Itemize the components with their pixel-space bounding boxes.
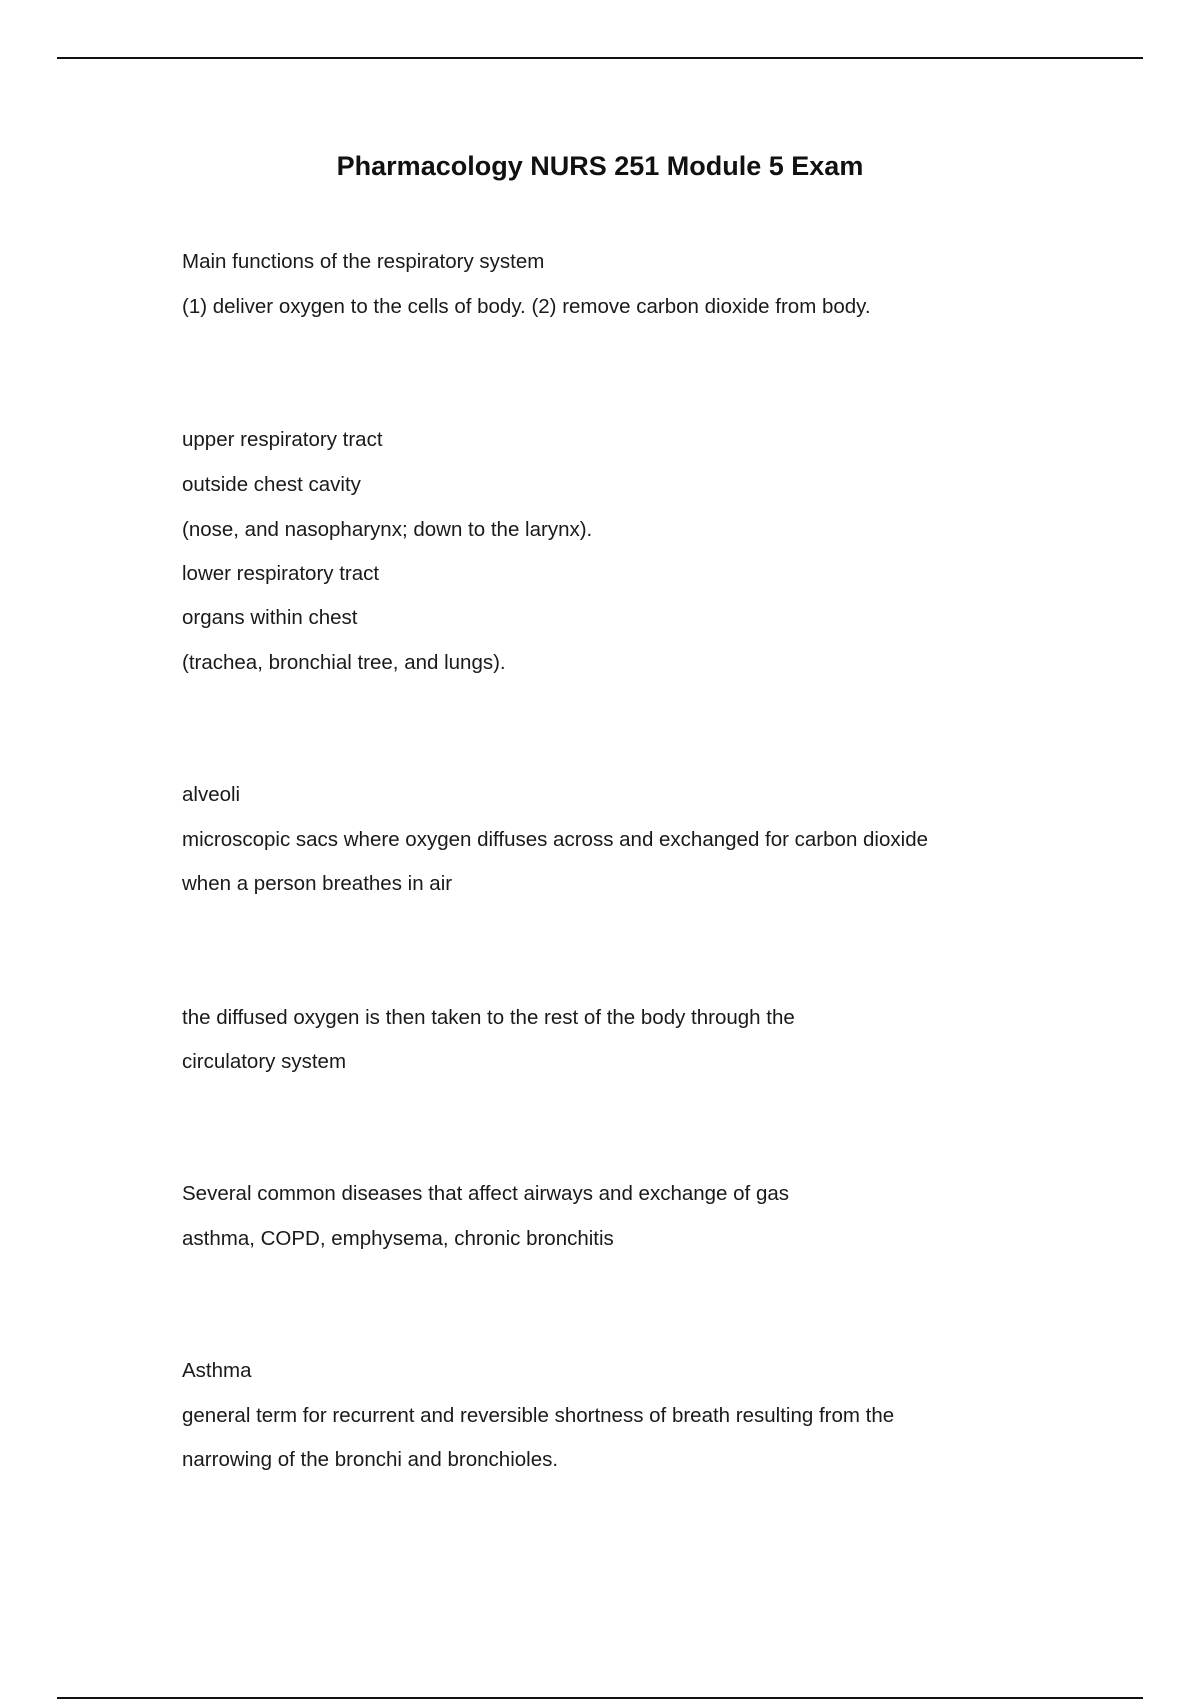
definition-line: (nose, and nasopharynx; down to the larynx). xyxy=(182,518,593,541)
definition-line: lower respiratory tract xyxy=(182,562,380,585)
term-asthma: Asthma xyxy=(182,1359,252,1382)
page-title: Pharmacology NURS 251 Module 5 Exam xyxy=(336,151,864,181)
term-upper-respiratory-tract: upper respiratory tract xyxy=(182,428,383,451)
definition-line: circulatory system xyxy=(182,1050,347,1073)
term-alveoli: alveoli xyxy=(182,783,241,806)
definition-line: organs within chest xyxy=(182,606,358,629)
definition-line: microscopic sacs where oxygen diffuses across and exchanged for carbon dioxide xyxy=(182,828,928,851)
definition-line: outside chest cavity xyxy=(182,473,361,496)
definition-line: (1) deliver oxygen to the cells of body. (2) remove carbon dioxide from body. xyxy=(182,295,871,318)
term-diffused-oxygen: the diffused oxygen is then taken to the rest of the body through the xyxy=(182,1006,795,1029)
definition-line: asthma, COPD, emphysema, chronic bronchitis xyxy=(182,1227,614,1250)
definition-line: (trachea, bronchial tree, and lungs). xyxy=(182,651,506,674)
term-respiratory-functions: Main functions of the respiratory system xyxy=(182,250,545,273)
definition-line: narrowing of the bronchi and bronchioles. xyxy=(182,1448,559,1471)
definition-line: general term for recurrent and reversible shortness of breath resulting from the xyxy=(182,1404,895,1427)
bottom-rule xyxy=(57,1697,1143,1699)
definition-line: when a person breathes in air xyxy=(182,872,453,895)
term-common-diseases: Several common diseases that affect airways and exchange of gas xyxy=(182,1182,789,1205)
top-rule xyxy=(57,57,1143,59)
